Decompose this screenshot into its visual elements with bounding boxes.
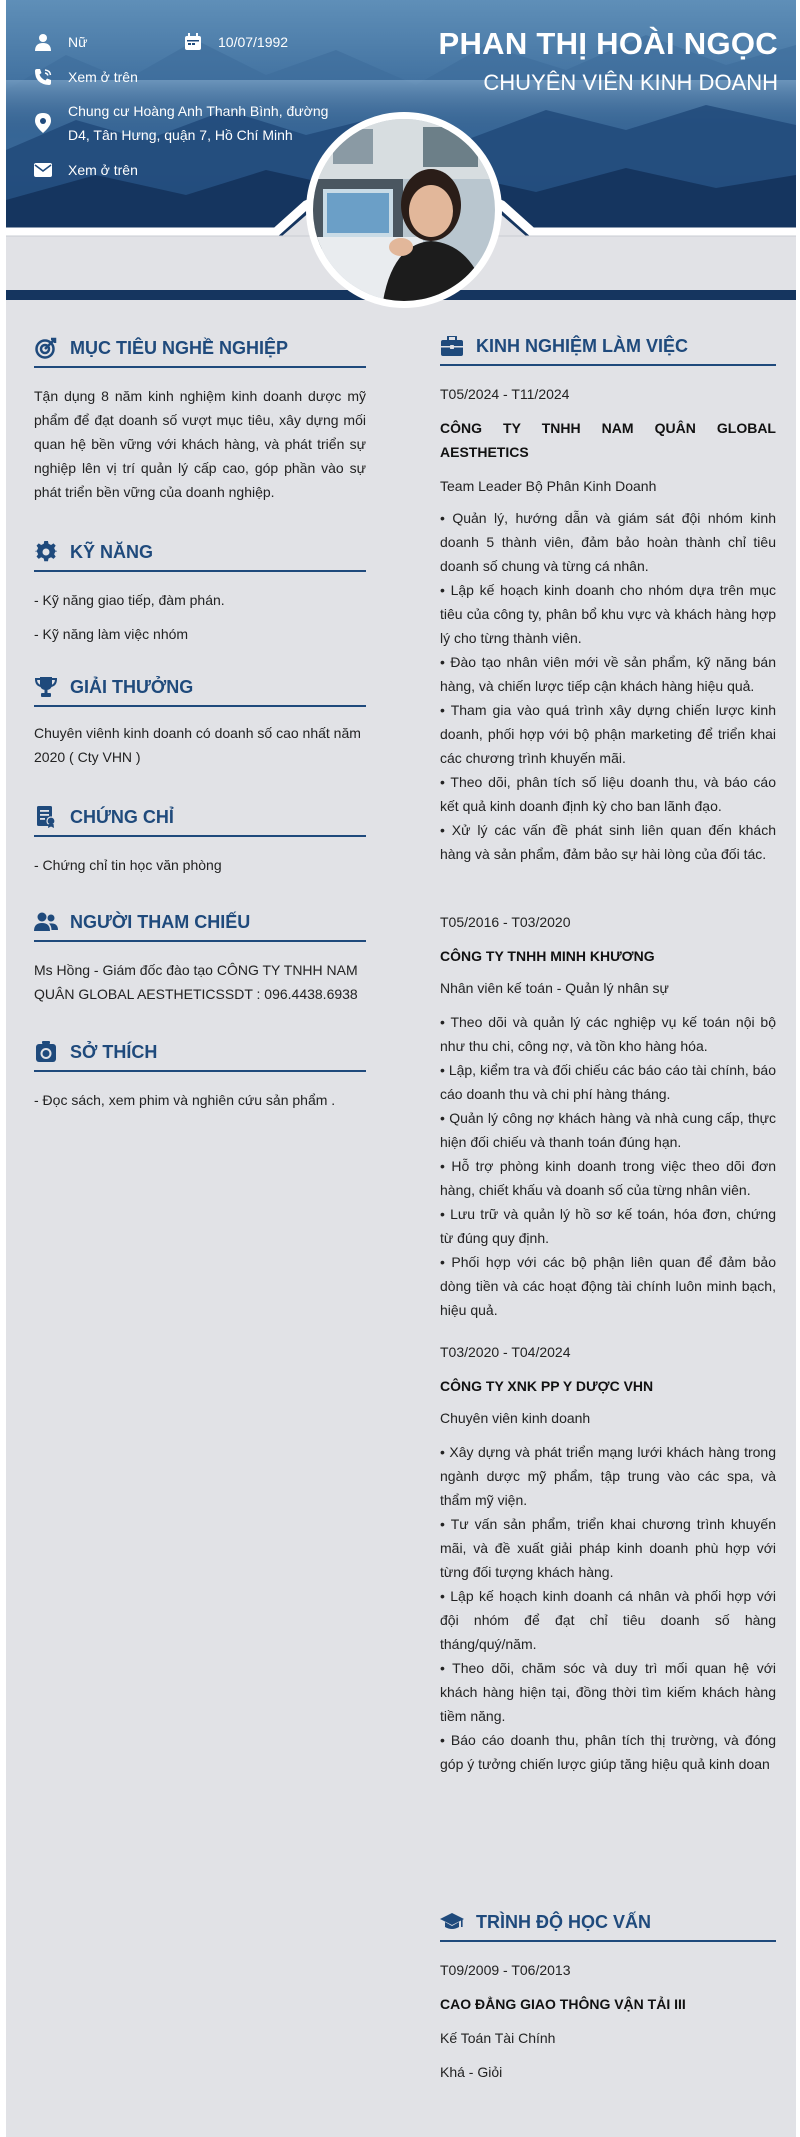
education-grade: Khá - Giỏi <box>440 2064 503 2080</box>
certificates-heading: CHỨNG CHỈ <box>34 799 366 837</box>
skills-section <box>34 534 366 646</box>
certificates-section <box>34 799 366 877</box>
user-icon <box>32 30 54 54</box>
gear-icon <box>34 540 58 564</box>
camera-icon <box>34 1040 58 1064</box>
job-bullet: • Báo cáo doanh thu, phân tích thị trường, và đóng góp ý tưởng chiến lược giúp tăng hiệu quả kinh doan <box>440 1732 776 1772</box>
birthdate-text: 10/07/1992 <box>218 34 289 50</box>
calendar-icon <box>182 30 204 54</box>
job-date: T05/2024 - T11/2024 <box>440 386 570 402</box>
experience-heading: KINH NGHIỆM LÀM VIỆC <box>440 328 776 366</box>
experience-section <box>440 328 776 1776</box>
education-section <box>440 1904 776 2082</box>
references-heading: NGƯỜI THAM CHIẾU <box>34 904 366 942</box>
phone-row <box>32 65 138 89</box>
email-row <box>32 158 138 182</box>
target-icon <box>34 336 58 360</box>
education-major: Kế Toán Tài Chính <box>440 2030 556 2046</box>
users-icon <box>34 910 58 934</box>
objective-heading: MỤC TIÊU NGHỀ NGHIỆP <box>34 330 366 368</box>
job-bullet: • Hỗ trợ phòng kinh doanh trong việc theo dõi đơn hàng, chiết khấu và doanh số của từng nhân viên. <box>440 1158 776 1198</box>
education-date: T09/2009 - T06/2013 <box>440 1962 571 1978</box>
job-entry <box>440 912 776 1322</box>
references-text: Ms Hồng - Giám đốc đào tạo CÔNG TY TNHH NAM QUÂN GLOBAL AESTHETICSSDT : 096.4438.6938 <box>34 962 358 1002</box>
job-bullet-list <box>440 1440 776 1776</box>
job-bullet: • Theo dõi, phân tích số liệu doanh thu, và báo cáo kết quả kinh doanh định kỳ cho ban lãnh đạo. <box>440 774 776 814</box>
gender-row <box>32 30 87 54</box>
skills-heading: KỸ NĂNG <box>34 534 366 572</box>
hobbies-text: - Đọc sách, xem phim và nghiên cứu sản phẩm . <box>34 1092 336 1108</box>
avatar-photo <box>313 119 495 301</box>
job-bullet-list <box>440 506 776 866</box>
references-section <box>34 904 366 1006</box>
education-school: CAO ĐẲNG GIAO THÔNG VẬN TẢI III <box>440 1996 686 2012</box>
job-bullet: • Theo dõi và quản lý các nghiệp vụ kế toán nội bộ như thu chi, công nợ, và tồn kho hàng hóa. <box>440 1014 776 1054</box>
skill-item: - Kỹ năng giao tiếp, đàm phán. <box>34 592 225 608</box>
email-text: Xem ở trên <box>68 162 138 178</box>
job-bullet: • Xử lý các vấn đề phát sinh liên quan đến khách hàng và sản phẩm, đảm bảo sự hài lòng của đối tác. <box>440 822 776 862</box>
address-text: Chung cư Hoàng Anh Thanh Bình, đường D4, Tân Hưng, quận 7, Hồ Chí Minh <box>68 103 329 143</box>
trophy-icon <box>34 675 58 699</box>
resume-header <box>6 0 796 232</box>
birthdate-row <box>182 30 288 54</box>
certificate-icon <box>34 805 58 829</box>
education-heading: TRÌNH ĐỘ HỌC VẤN <box>440 1904 776 1942</box>
job-entry <box>440 384 776 866</box>
gender-text: Nữ <box>68 34 88 50</box>
candidate-job-title: CHUYÊN VIÊN KINH DOANH <box>483 70 778 95</box>
job-bullet-list <box>440 1010 776 1322</box>
job-entry <box>440 1342 776 1776</box>
job-company: CÔNG TY TNHH MINH KHƯƠNG <box>440 948 655 964</box>
certificates-text: - Chứng chỉ tin học văn phòng <box>34 857 222 873</box>
awards-section <box>34 669 366 769</box>
job-company: CÔNG TY XNK PP Y DƯỢC VHN <box>440 1378 654 1394</box>
phone-icon <box>32 65 54 89</box>
objective-text: Tận dụng 8 năm kinh nghiệm kinh doanh dược mỹ phẩm để đạt doanh số vượt mục tiêu, xây dựng mối quan hệ bền vững với khách hàng, và phát triển sự nghiệp lên vị trí quản lý cấp cao, góp phần vào sự phát triển bền vững của doanh nghiệp. <box>34 388 366 500</box>
job-bullet: • Quản lý công nợ khách hàng và nhà cung cấp, thực hiện đối chiếu và thanh toán đúng hạn. <box>440 1110 776 1150</box>
resume-page <box>6 0 796 2137</box>
hobbies-heading: SỞ THÍCH <box>34 1034 366 1072</box>
skill-item: - Kỹ năng làm việc nhóm <box>34 626 189 642</box>
job-bullet: • Quản lý, hướng dẫn và giám sát đội nhóm kinh doanh 5 thành viên, đảm bảo hoàn thành chỉ tiêu doanh số chung và từng cá nhân. <box>440 510 776 574</box>
job-bullet: • Phối hợp với các bộ phận liên quan để đảm bảo dòng tiền và các hoạt động tài chính luôn minh bạch, hiệu quả. <box>440 1254 776 1318</box>
job-role: Chuyên viên kinh doanh <box>440 1410 591 1426</box>
job-bullet: • Theo dõi, chăm sóc và duy trì mối quan hệ với khách hàng hiện tại, đồng thời tìm kiếm khách hàng tiềm năng. <box>440 1660 776 1724</box>
hobbies-section <box>34 1034 366 1112</box>
candidate-name: PHAN THỊ HOÀI NGỌC <box>438 26 778 61</box>
location-pin-icon <box>32 99 54 147</box>
envelope-icon <box>32 158 54 182</box>
awards-heading: GIẢI THƯỞNG <box>34 669 366 707</box>
awards-text: Chuyên viênh kinh doanh có doanh số cao nhất năm 2020 ( Cty VHN ) <box>34 725 361 765</box>
job-bullet: • Xây dựng và phát triển mạng lưới khách hàng trong ngành dược mỹ phẩm, tập trung vào các spa, và thẩm mỹ viện. <box>440 1444 776 1508</box>
job-bullet: • Đào tạo nhân viên mới về sản phẩm, kỹ năng bán hàng, và chiến lược tiếp cận khách hàng hiệu quả. <box>440 654 776 694</box>
job-bullet: • Lưu trữ và quản lý hồ sơ kế toán, hóa đơn, chứng từ đúng quy định. <box>440 1206 776 1246</box>
job-company: CÔNG TY TNHH NAM QUÂN GLOBAL AESTHETICS <box>440 420 776 460</box>
job-bullet: • Tư vấn sản phẩm, triển khai chương trình khuyến mãi, và đề xuất giải pháp kinh doanh phù hợp với từng đối tượng khách hàng. <box>440 1516 776 1580</box>
phone-text: Xem ở trên <box>68 69 138 85</box>
job-bullet: • Lập kế hoạch kinh doanh cho nhóm dựa trên mục tiêu của công ty, phân bổ khu vực và khách hàng hợp lý cho từng thành viên. <box>440 582 776 646</box>
address-row <box>32 99 332 147</box>
briefcase-icon <box>440 334 464 358</box>
graduation-cap-icon <box>440 1910 464 1934</box>
job-date: T05/2016 - T03/2020 <box>440 914 571 930</box>
job-bullet: • Tham gia vào quá trình xây dựng chiến lược kinh doanh, phối hợp với bộ phận marketing để triển khai các chương trình khuyến mãi. <box>440 702 776 766</box>
job-date: T03/2020 - T04/2024 <box>440 1344 571 1360</box>
job-bullet: • Lập kế hoạch kinh doanh cá nhân và phối hợp với đội nhóm để đạt chỉ tiêu doanh số hàng tháng/quý/năm. <box>440 1588 776 1652</box>
objective-section <box>34 330 366 504</box>
job-role: Team Leader Bộ Phân Kinh Doanh <box>440 478 657 494</box>
job-bullet: • Lập, kiểm tra và đối chiếu các báo cáo tài chính, báo cáo doanh thu và chi phí hàng tháng. <box>440 1062 776 1102</box>
job-role: Nhân viên kế toán - Quản lý nhân sự <box>440 980 669 996</box>
avatar <box>306 112 502 308</box>
